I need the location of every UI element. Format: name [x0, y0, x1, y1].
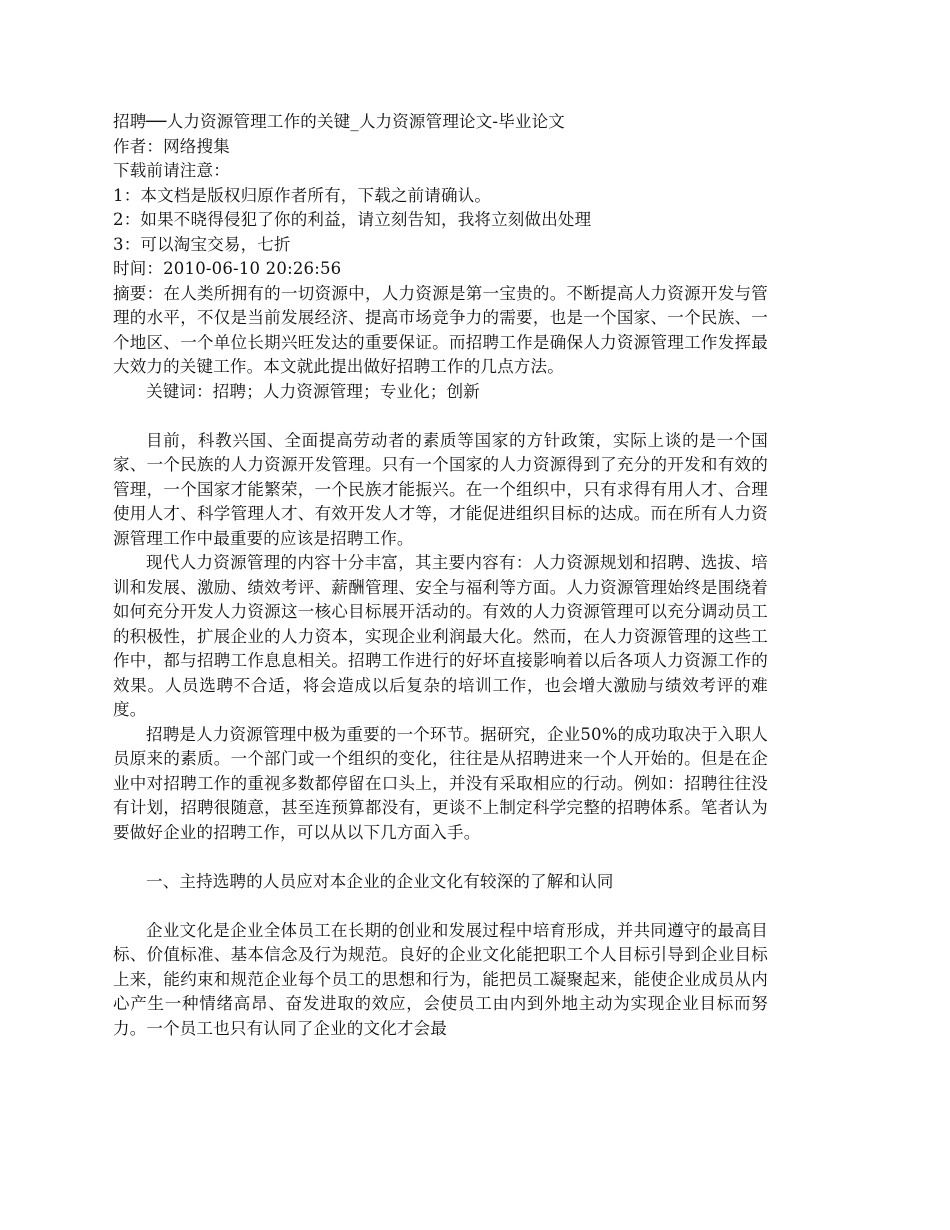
body-paragraph: 招聘是人力资源管理中极为重要的一个环节。据研究，企业50%的成功取决于入职人员原来的素质。一个部门或一个组织的变化，往往是从招聘进来一个人开始的。但是在企业中对招聘工作的重视多数都停留在口头上，并没有采取相应的行动。例如：招聘往往没有计划，招聘很随意，甚至连预算都没有，更谈不上制定科学完整的招聘体系。笔者认为要做好企业的招聘工作，可以从以下几方面入手。: [113, 724, 768, 842]
notice-item: 2：如果不晓得侵犯了你的利益，请立刻告知，我将立刻做出处理: [113, 210, 592, 229]
body-paragraph: 现代人力资源管理的内容十分丰富，其主要内容有：人力资源规划和招聘、选拔、培训和发展、激励、绩效考评、薪酬管理、安全与福利等方面。人力资源管理始终是围绕着如何充分开发人力资源这一核心目标展开活动的。有效的人力资源管理可以充分调动员工的积极性，扩展企业的人力资本，实现企业利润最大化。然而，在人力资源管理的这些工作中，都与招聘工作息息相关。招聘工作进行的好坏直接影响着以后各项人力资源工作的效果。人员选聘不合适，将会造成以后复杂的培训工作，也会增大激励与绩效考评的难度。: [113, 553, 768, 719]
keywords-line: 关键词：招聘；人力资源管理；专业化；创新: [146, 381, 480, 401]
document-page: [113, 110, 768, 1041]
body-paragraph: 企业文化是企业全体员工在长期的创业和发展过程中培育形成，并共同遵守的最高目标、价值标准、基本信念及行为规范。良好的企业文化能把职工个人目标引导到企业目标上来，能约束和规范企业每个员工的思想和行为，能把员工凝聚起来，能使企业成员从内心产生一种情绪高昂、奋发进取的效应，会使员工由内到外地主动为实现企业目标而努力。一个员工也只有认同了企业的文化才会最: [113, 920, 768, 1038]
blank-line: [113, 845, 768, 870]
blank-line: [113, 894, 768, 919]
notice-header: 下载前请注意：: [113, 161, 230, 180]
document-title: 招聘──人力资源管理工作的关键_人力资源管理论文-毕业论文: [113, 112, 565, 131]
blank-line: [113, 404, 768, 429]
section-heading: 一、主持选聘的人员应对本企业的企业文化有较深的了解和认同: [146, 871, 614, 891]
author-line: 作者：网络搜集: [113, 136, 230, 156]
notice-item: 1：本文档是版权归原作者所有，下载之前请确认。: [113, 185, 492, 205]
time-line: 时间：2010-06-10 20:26:56: [113, 259, 342, 278]
notice-item: 3：可以淘宝交易，七折: [113, 234, 291, 254]
abstract-paragraph: 摘要：在人类所拥有的一切资源中，人力资源是第一宝贵的。不断提高人力资源开发与管理的水平，不仅是当前发展经济、提高市场竞争力的需要，也是一个国家、一个民族、一个地区、一个单位长期兴旺发达的重要保证。而招聘工作是确保人力资源管理工作发挥最大效力的关键工作。本文就此提出做好招聘工作的几点方法。: [113, 283, 768, 376]
body-paragraph: 目前，科教兴国、全面提高劳动者的素质等国家的方针政策，实际上谈的是一个国家、一个民族的人力资源开发管理。只有一个国家的人力资源得到了充分的开发和有效的管理，一个国家才能繁荣，一个民族才能振兴。在一个组织中，只有求得有用人才、合理使用人才、科学管理人才、有效开发人才等，才能促进组织目标的达成。而在所有人力资源管理工作中最重要的应该是招聘工作。: [113, 430, 768, 548]
